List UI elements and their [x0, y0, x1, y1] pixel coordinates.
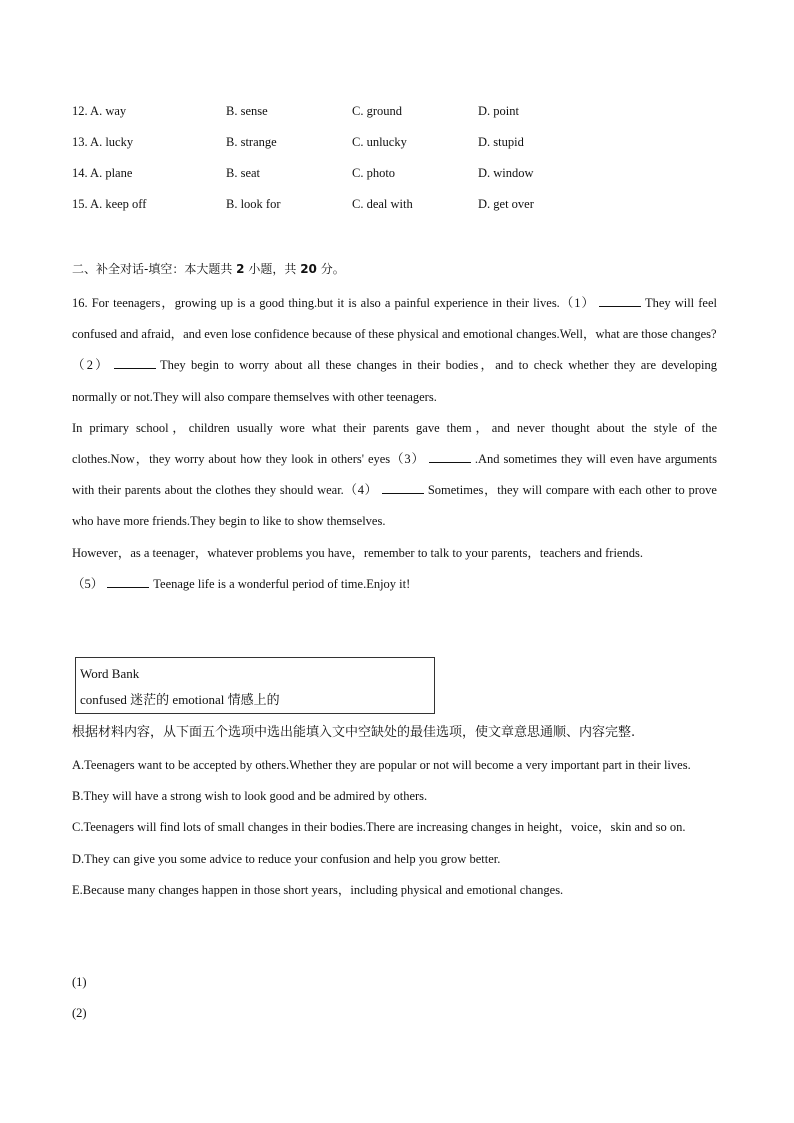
option-a: 13. A. lucky [72, 135, 134, 149]
passage-text: （5） [72, 576, 104, 591]
option-b: B. sense [226, 104, 268, 118]
question-12-row [72, 104, 717, 124]
passage-text: .And sometimes they will even have arguments with their parents about the clothes they should wear.（4） [72, 452, 717, 498]
section-score: 20 [300, 262, 317, 276]
word-bank-box [75, 657, 435, 714]
option-a: 15. A. keep off [72, 197, 147, 211]
option-d: D. window [478, 166, 534, 180]
option-b: B. seat [226, 166, 261, 180]
word-bank-title: Word Bank [80, 666, 140, 681]
section-heading-prefix: 二、补全对话-填空：本大题共 [72, 262, 233, 276]
section-question-count: 2 [236, 262, 245, 276]
answer-blank-4[interactable] [382, 481, 424, 494]
answer-blank-2[interactable] [114, 356, 156, 369]
passage-paragraph [72, 413, 717, 538]
question-13-row [72, 135, 717, 155]
option-d: D. point [478, 104, 519, 118]
passage-paragraph [72, 288, 717, 350]
option-c: C. ground [352, 104, 402, 118]
passage-paragraph [72, 350, 717, 412]
passage-text: They will feel confused and afraid，and even lose confidence because of these physical and emotional changes.Well，what are those changes? [72, 296, 717, 342]
option-c: C. deal with [352, 197, 413, 211]
answer-line-2[interactable]: (2) [72, 1006, 87, 1020]
reading-passage [72, 288, 717, 600]
passage-text: In primary school，children usually wore what their parents gave them，and never thought about the style of the clothes.Now，they worry about how they look in others' eyes（3） [72, 420, 717, 467]
option-b: B. strange [226, 135, 277, 149]
option-d: D. get over [478, 197, 534, 211]
passage-paragraph: However，as a teenager，whatever problems you have，remember to talk to your parents，teachers and friends. [72, 545, 643, 560]
option-c: C. unlucky [352, 135, 407, 149]
choice-item: B.They will have a strong wish to look good and be admired by others. [72, 789, 428, 804]
option-c: C. photo [352, 166, 396, 180]
answer-line-1[interactable]: (1) [72, 975, 87, 989]
passage-text: 16. For teenagers，growing up is a good thing.but it is also a painful experience in their lives.（1） [72, 296, 595, 310]
passage-paragraph [72, 569, 717, 600]
question-15-row [72, 197, 717, 217]
answer-blank-5[interactable] [107, 575, 149, 588]
passage-text: They begin to worry about all these changes in their bodies，and to check whether they are developing normally or not.They will also compare themselves with other teenagers. [72, 358, 717, 404]
section-heading-mid: 小题，共 [248, 262, 297, 276]
choice-item: E.Because many changes happen in those short years，including physical and emotional changes. [72, 882, 564, 897]
passage-text: （2） [72, 358, 110, 373]
section-heading [72, 260, 345, 277]
option-b: B. look for [226, 197, 281, 211]
choice-list [72, 750, 717, 906]
choice-item: D.They can give you some advice to reduce your confusion and help you grow better. [72, 851, 501, 866]
choice-item: C.Teenagers will find lots of small changes in their bodies.There are increasing changes in height，voice，skin and so on. [72, 820, 686, 835]
word-bank-entries: confused 迷茫的 emotional 情感上的 [80, 692, 280, 707]
passage-text: Sometimes，they will compare with each other to prove who have more friends.They begin to like to show themselves. [72, 483, 717, 529]
question-14-row [72, 166, 717, 186]
option-d: D. stupid [478, 135, 524, 149]
instruction-text: 根据材料内容，从下面五个选项中选出能填入文中空缺处的最佳选项，使文章意思通顺、内容完整. [72, 725, 636, 740]
passage-text: Teenage life is a wonderful period of time.Enjoy it! [153, 576, 411, 591]
answer-blank-1[interactable] [599, 294, 641, 307]
option-a: 14. A. plane [72, 166, 133, 180]
choice-item: A.Teenagers want to be accepted by others.Whether they are popular or not will become a very important part in their lives. [72, 758, 691, 772]
option-a: 12. A. way [72, 104, 127, 118]
answer-blank-3[interactable] [429, 450, 471, 463]
section-heading-suffix: 分。 [320, 262, 345, 276]
